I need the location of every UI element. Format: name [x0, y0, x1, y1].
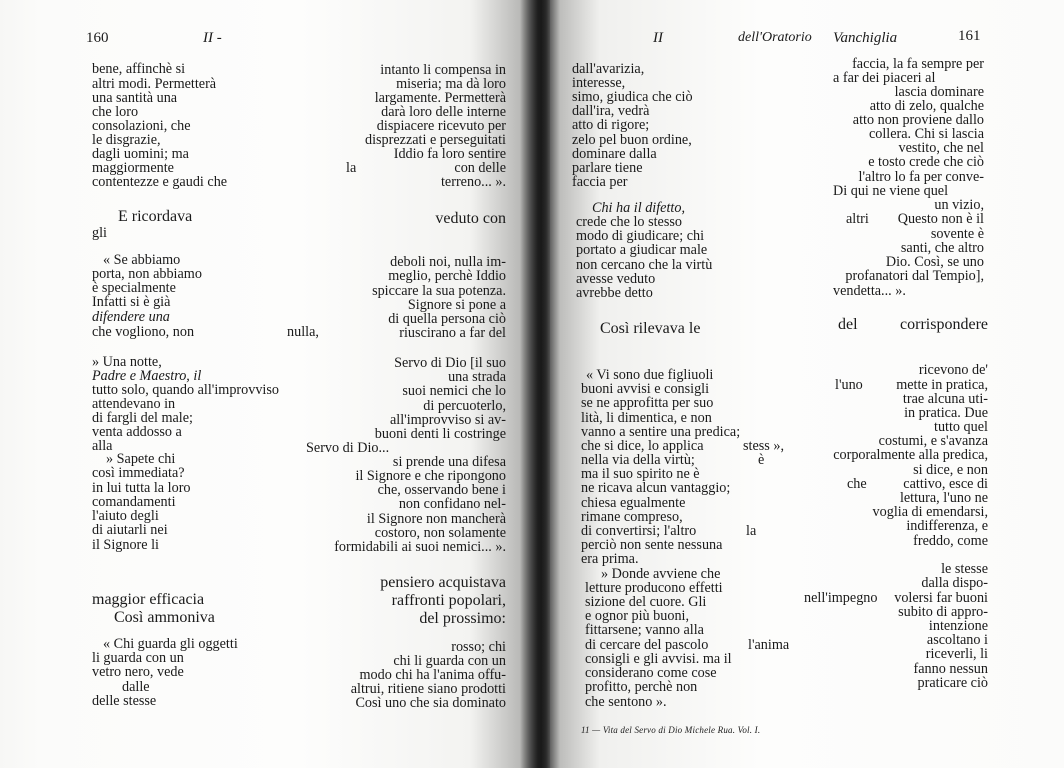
- text-line: disprezzati e perseguitati: [364, 132, 506, 148]
- text-line: lettura, l'uno ne: [899, 490, 988, 506]
- text-line: atto non proviene dallo: [852, 112, 984, 128]
- text-line: chiesa egualmente: [581, 495, 686, 511]
- text-line: riuscirano a far del: [399, 325, 506, 341]
- text-line: Iddio fa loro sentire: [393, 146, 506, 162]
- text-line: tutto solo, quando all'improvviso: [92, 382, 279, 398]
- text-line: ricevono de': [918, 362, 988, 378]
- text-line: il Signore li: [92, 537, 159, 553]
- text-line: profanatori dal Tempio],: [845, 268, 984, 284]
- text-line: meglio, perchè Iddio: [388, 268, 506, 284]
- running-head-left: II -: [203, 30, 222, 46]
- text-line: lascia dominare: [894, 84, 984, 100]
- text-line: la: [346, 160, 357, 176]
- text-line: non cercano che la virtù: [576, 257, 713, 273]
- text-line: comandamenti: [92, 494, 176, 510]
- text-line: si dice, e non: [913, 462, 988, 478]
- text-line: faccia per: [572, 174, 628, 190]
- text-line: suoi nemici che lo: [402, 383, 506, 399]
- running-head-center: dell'Oratorio: [738, 30, 812, 45]
- text-line: « Chi guarda gli oggetti: [103, 636, 238, 652]
- text-line: che loro: [92, 104, 139, 120]
- text-line: il Signore e che ripongono: [355, 468, 506, 484]
- text-line: porta, non abbiamo: [92, 266, 202, 282]
- text-line: all'improvviso si av-: [389, 412, 506, 428]
- text-line: di convertirsi; l'altro: [581, 523, 697, 539]
- text-line: dominare dalla: [572, 146, 657, 162]
- text-line: è: [758, 452, 765, 468]
- text-line: una strada: [448, 369, 506, 385]
- text-line: corporalmente alla predica,: [833, 447, 988, 463]
- text-line: che sentono ».: [585, 694, 667, 710]
- text-line: un vizio,: [934, 197, 984, 213]
- text-line: darà loro delle interne: [381, 104, 506, 120]
- text-line: perciò non sente nessuna: [581, 537, 723, 553]
- text-line: Così rilevava le: [600, 320, 701, 337]
- text-line: gli: [92, 225, 107, 241]
- text-line: delle stesse: [92, 693, 157, 709]
- text-line: così immediata?: [92, 465, 185, 481]
- text-line: alla: [92, 438, 113, 454]
- text-line: « Vi sono due figliuoli: [586, 367, 714, 383]
- text-line: indifferenza, e: [906, 518, 988, 534]
- text-line: nulla,: [287, 324, 319, 340]
- text-line: consolazioni, che: [92, 118, 191, 134]
- text-line: l'altro lo fa per conve-: [858, 169, 984, 185]
- text-line: e tosto crede che ciò: [868, 154, 984, 170]
- text-line: e ognor più buoni,: [585, 608, 690, 624]
- running-head-right: Vanchiglia: [833, 30, 898, 46]
- text-line: Così ammoniva: [114, 609, 215, 626]
- text-line: riceverli, li: [925, 646, 988, 662]
- text-line: volersi far buoni: [894, 590, 988, 606]
- text-line: in pratica. Due: [904, 405, 988, 421]
- text-line: a far dei piaceri al: [833, 70, 936, 86]
- text-line: zelo pel buon ordine,: [572, 132, 692, 148]
- text-line: è specialmente: [92, 280, 176, 296]
- text-line: altrui, ritiene siano prodotti: [350, 681, 506, 697]
- text-line: profitto, perchè non: [585, 679, 698, 695]
- text-line: di fargli del male;: [92, 410, 193, 426]
- text-line: costoro, non solamente: [374, 525, 506, 541]
- text-line: largamente. Permetterà: [374, 90, 506, 106]
- text-line: che vogliono, non: [92, 324, 195, 340]
- text-line: sovente è: [930, 226, 984, 242]
- text-line: Infatti si è già: [92, 294, 171, 310]
- text-line: raffronti popolari,: [391, 592, 506, 609]
- text-line: Di qui ne viene quel: [833, 183, 949, 199]
- text-line: miseria; ma dà loro: [396, 76, 506, 92]
- text-line: se ne approfitta per suo: [581, 395, 714, 411]
- text-line: collera. Chi si lascia: [868, 126, 984, 142]
- text-line: deboli noi, nulla im-: [390, 254, 506, 270]
- text-line: non confidano nel-: [398, 496, 506, 512]
- text-line: nella via della virtù;: [581, 452, 695, 468]
- text-line: una santità una: [92, 90, 178, 106]
- text-line: formidabili ai suoi nemici... ».: [334, 539, 506, 555]
- text-line: considerano come cose: [585, 665, 717, 681]
- text-line: lità, li dimentica, e non: [581, 410, 712, 426]
- text-line: chi li guarda con un: [393, 653, 506, 669]
- text-line: che: [847, 476, 867, 492]
- text-line: atto di zelo, qualche: [869, 98, 984, 114]
- text-line: rosso; chi: [451, 639, 506, 655]
- text-line: ascoltano i: [926, 632, 988, 648]
- text-line: intanto li compensa in: [380, 62, 506, 78]
- footnote: 11 — Vita del Servo di Dio Michele Rua. Vol. I.: [581, 725, 761, 735]
- text-line: avrebbe detto: [576, 285, 653, 301]
- text-line: buoni denti li costringe: [374, 426, 506, 442]
- text-line: terreno... ».: [440, 174, 506, 190]
- text-line: che si dice, lo applica: [581, 438, 704, 454]
- running-head-section: II: [653, 30, 663, 46]
- text-line: parlare tiene: [572, 160, 643, 176]
- text-line: dagli uomini; ma: [92, 146, 189, 162]
- text-line: venta addosso a: [92, 424, 182, 440]
- text-line: bene, affinchè si: [92, 61, 186, 77]
- text-line: atto di rigore;: [572, 117, 650, 133]
- page-number-right: 161: [958, 28, 981, 44]
- text-line: Padre e Maestro, il: [92, 368, 202, 384]
- text-line: attendevano in: [92, 396, 176, 412]
- text-line: che, osservando bene i: [377, 482, 506, 498]
- text-line: difendere una: [92, 309, 170, 325]
- text-line: del prossimo:: [419, 610, 506, 627]
- text-line: ne ricava alcun vantaggio;: [581, 480, 731, 496]
- text-line: vanno a sentire una predica;: [581, 424, 741, 440]
- text-line: freddo, come: [913, 533, 988, 549]
- text-line: vetro nero, vede: [92, 664, 184, 680]
- text-line: li guarda con un: [92, 650, 184, 666]
- text-line: subito di appro-: [898, 604, 988, 620]
- text-line: Così uno che sia dominato: [355, 695, 506, 711]
- text-line: mette in pratica,: [896, 377, 988, 393]
- text-line: letture producono effetti: [585, 580, 723, 596]
- page-number-left: 160: [86, 30, 109, 46]
- text-line: dispiacere ricevuto per: [376, 118, 506, 134]
- text-line: rimane compreso,: [581, 509, 683, 525]
- text-line: dalle: [122, 679, 150, 695]
- text-line: altri: [846, 211, 869, 227]
- text-line: le stesse: [941, 561, 988, 577]
- text-line: vendetta... ».: [833, 283, 906, 299]
- book-gutter: [520, 0, 550, 768]
- text-line: santi, che altro: [900, 240, 984, 256]
- text-line: spiccare la sua potenza.: [372, 283, 506, 299]
- text-line: l'uno: [835, 377, 863, 393]
- text-line: consigli e gli avvisi. ma il: [585, 651, 732, 667]
- text-line: costumi, e s'avanza: [878, 433, 988, 449]
- text-line: in lui tutta la loro: [92, 480, 191, 496]
- text-line: modo chi ha l'anima offu-: [359, 667, 506, 683]
- text-line: vestito, che nel: [898, 140, 984, 156]
- text-line: il Signore non mancherà: [366, 511, 506, 527]
- text-line: pensiero acquistava: [380, 574, 506, 591]
- text-line: simo, giudica che ciò: [572, 89, 693, 105]
- text-line: Servo di Dio...: [306, 440, 390, 456]
- text-line: maggior efficacia: [92, 591, 205, 608]
- text-line: dall'ira, vedrà: [572, 103, 650, 119]
- text-line: l'anima: [748, 637, 790, 653]
- text-line: « Se abbiamo: [103, 252, 181, 268]
- text-line: sizione del cuore. Gli: [585, 594, 707, 610]
- text-line: la: [746, 523, 757, 539]
- text-line: fittarsene; vanno alla: [585, 622, 704, 638]
- text-line: » Donde avviene che: [601, 566, 721, 582]
- text-line: stess »,: [743, 438, 784, 454]
- text-line: di percuoterlo,: [423, 398, 506, 414]
- text-line: voglia di emendarsi,: [872, 504, 988, 520]
- text-line: crede che lo stesso: [576, 214, 682, 230]
- text-line: nell'impegno: [804, 590, 878, 606]
- text-line: modo di giudicare; chi: [576, 228, 705, 244]
- text-line: Dio. Così, se uno: [885, 254, 984, 270]
- text-line: Questo non è il: [897, 211, 984, 227]
- text-line: praticare ciò: [917, 675, 988, 691]
- text-line: portato a giudicar male: [576, 242, 708, 258]
- text-line: l'aiuto degli: [92, 508, 159, 524]
- text-line: trae alcuna uti-: [902, 391, 988, 407]
- text-line: veduto con: [435, 210, 506, 227]
- text-line: » Una notte,: [92, 354, 162, 370]
- text-line: E ricordava: [118, 208, 193, 225]
- text-line: faccia, la fa sempre per: [852, 56, 984, 72]
- text-line: di cercare del pascolo: [585, 637, 709, 653]
- text-line: cattivo, esce di: [903, 476, 988, 492]
- text-line: con delle: [454, 160, 506, 176]
- text-line: maggiormente: [92, 160, 174, 176]
- text-line: contentezze e gaudi che: [92, 174, 228, 190]
- text-line: Signore si pone a: [407, 297, 506, 313]
- text-line: intenzione: [928, 618, 988, 634]
- text-line: fanno nessun: [913, 661, 988, 677]
- text-line: di aiutarli nei: [92, 522, 168, 538]
- text-line: avesse veduto: [576, 271, 656, 287]
- text-line: Servo di Dio [il suo: [394, 355, 506, 371]
- text-line: dall'avarizia,: [572, 61, 645, 77]
- text-line: del: [838, 316, 858, 333]
- text-line: interesse,: [572, 75, 626, 91]
- text-line: corrispondere: [900, 316, 988, 333]
- text-line: le disgrazie,: [92, 132, 161, 148]
- text-line: altri modi. Permetterà: [92, 76, 217, 92]
- text-line: era prima.: [581, 551, 639, 567]
- text-line: Chi ha il difetto,: [592, 200, 686, 216]
- text-line: buoni avvisi e consigli: [581, 381, 710, 397]
- text-line: » Sapete chi: [106, 451, 176, 467]
- text-line: dalla dispo-: [921, 575, 988, 591]
- text-line: si prende una difesa: [392, 454, 506, 470]
- text-line: di quella persona ciò: [388, 311, 506, 327]
- text-line: ma il suo spirito ne è: [581, 466, 700, 482]
- text-line: tutto quel: [934, 419, 988, 435]
